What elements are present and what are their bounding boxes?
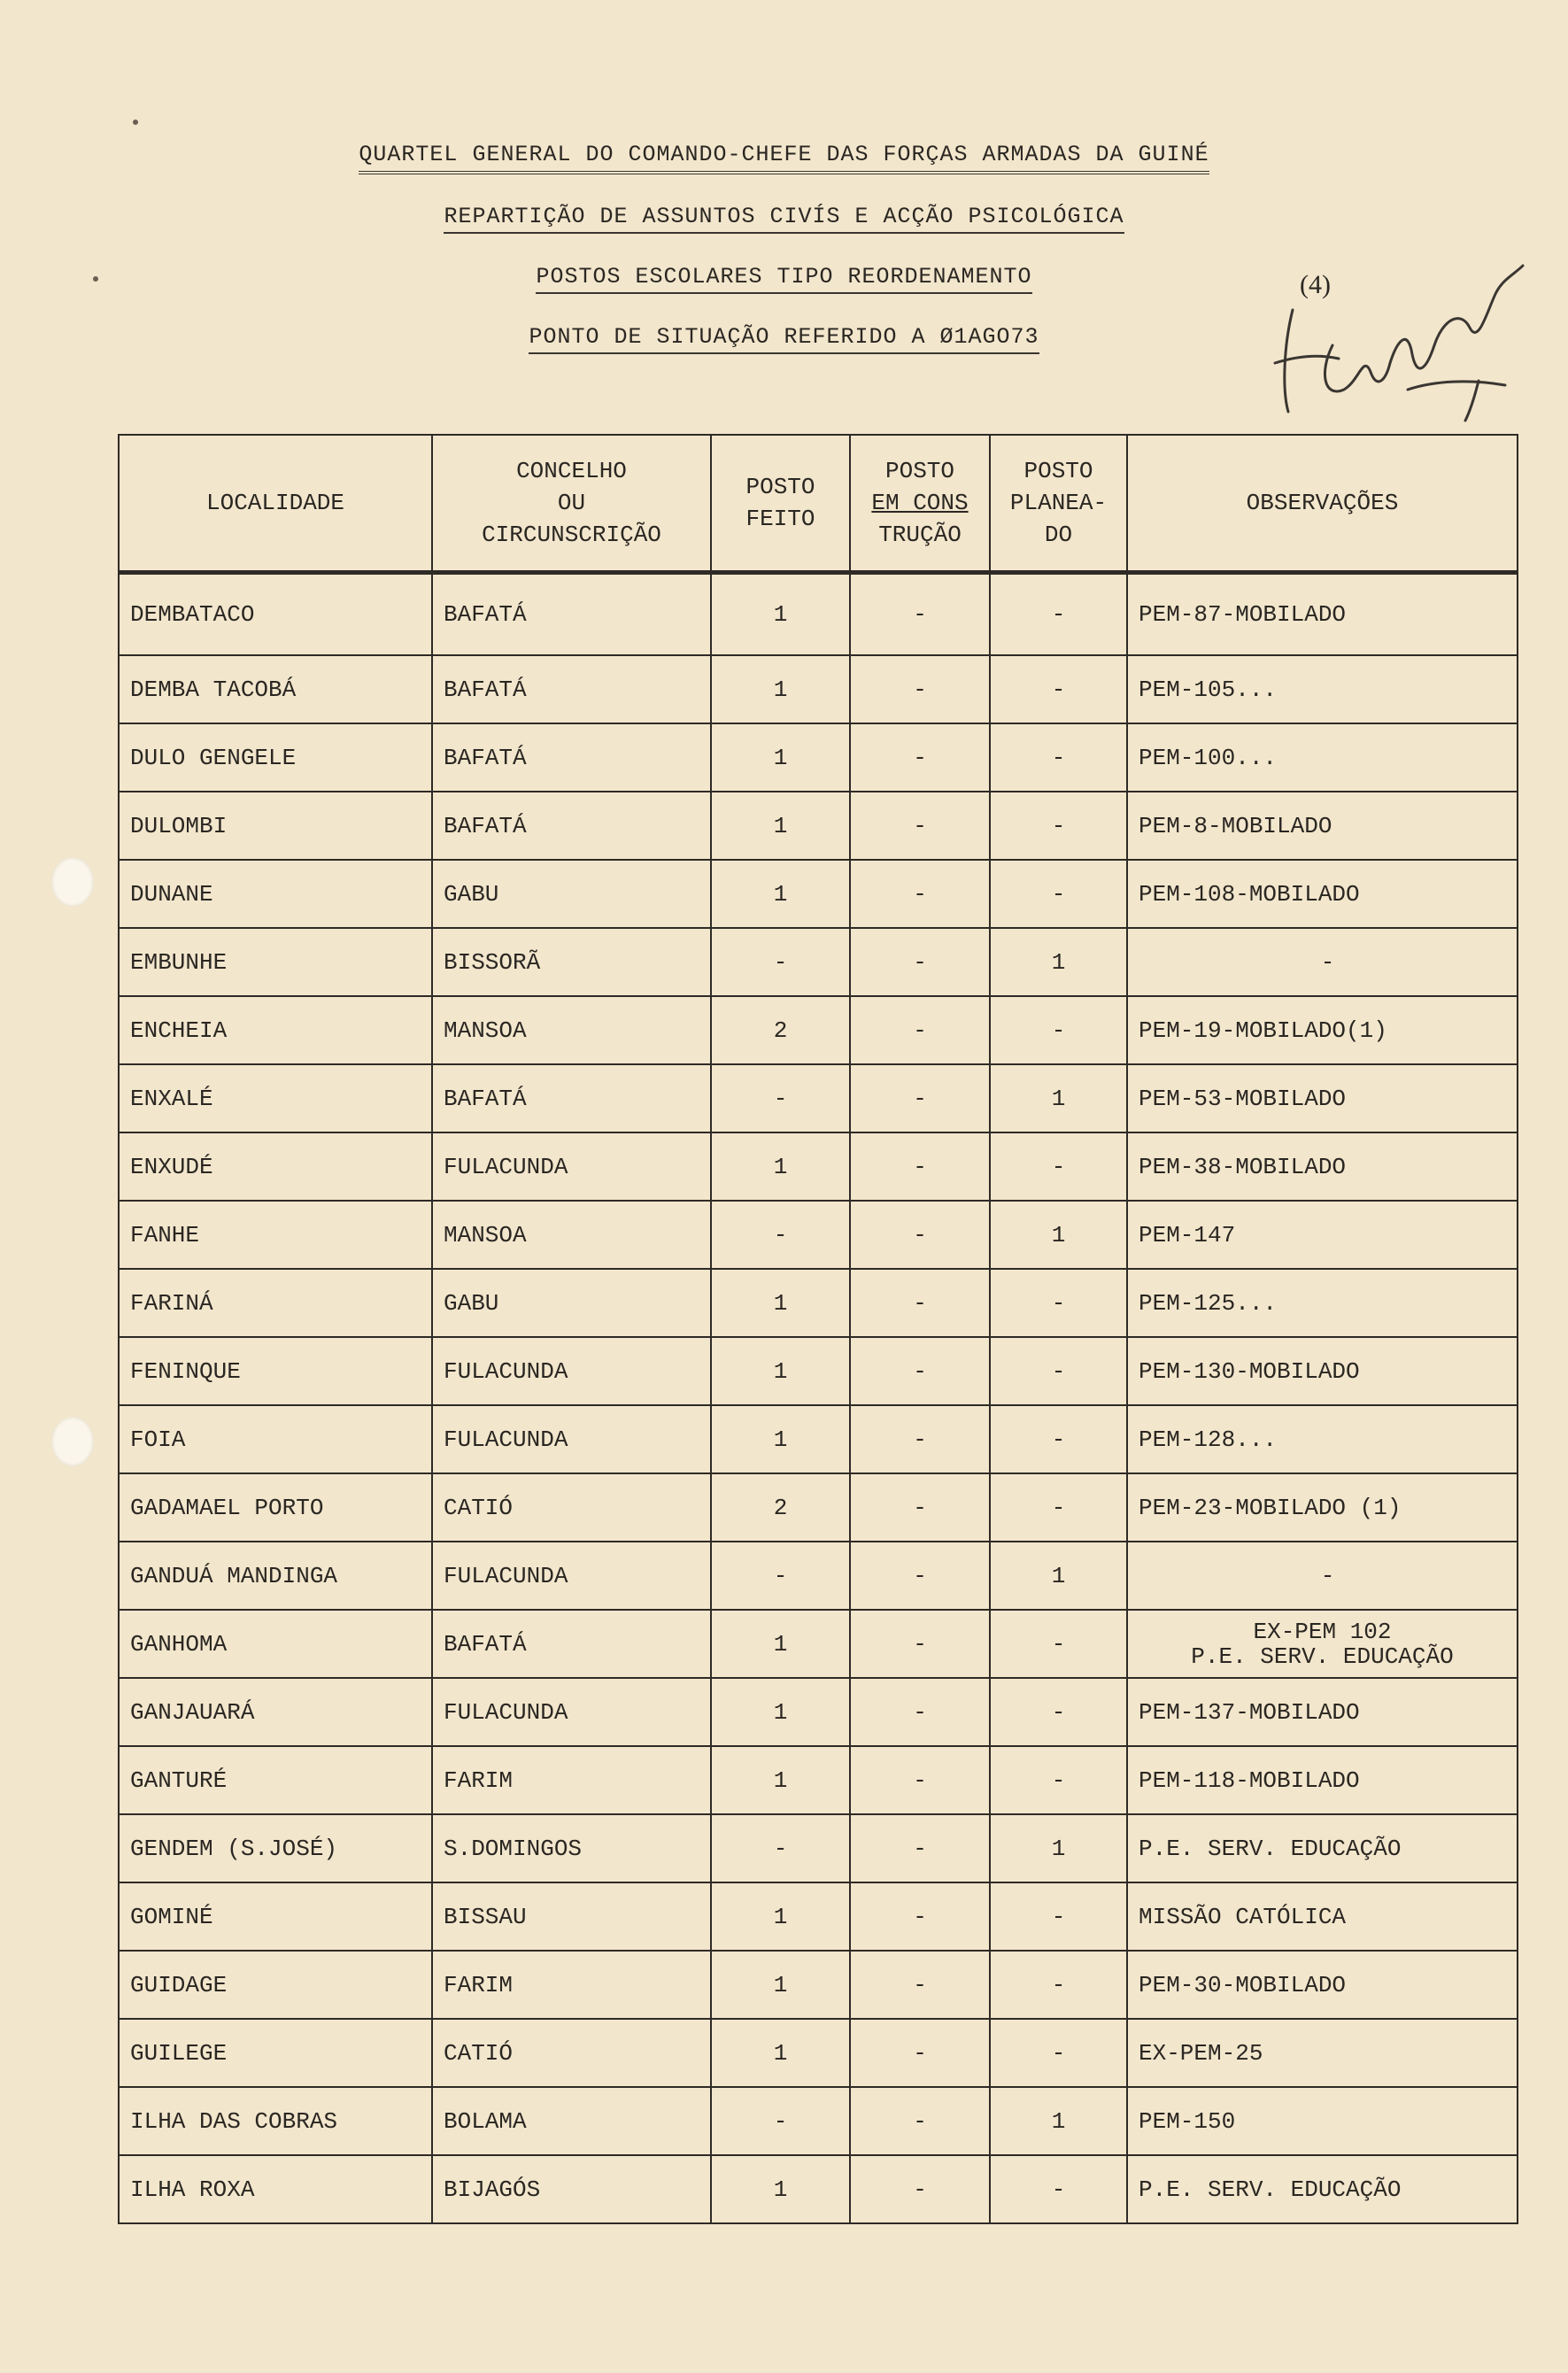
cell-posto-construcao: -: [850, 1064, 990, 1132]
cell-concelho: BISSORÃ: [432, 928, 711, 996]
cell-localidade: GANJAUARÁ: [119, 1678, 432, 1746]
cell-posto-planeado: -: [990, 1405, 1127, 1473]
cell-posto-planeado: -: [990, 1473, 1127, 1542]
cell-concelho: BOLAMA: [432, 2087, 711, 2155]
cell-posto-construcao: -: [850, 1610, 990, 1678]
cell-posto-planeado: -: [990, 996, 1127, 1064]
cell-observacoes: -: [1127, 928, 1518, 996]
cell-concelho: FULACUNDA: [432, 1542, 711, 1610]
cell-concelho: BAFATÁ: [432, 723, 711, 792]
cell-posto-feito: -: [711, 928, 850, 996]
header-department: REPARTIÇÃO DE ASSUNTOS CIVÍS E ACÇÃO PSICOLÓGICA: [0, 204, 1568, 234]
cell-observacoes: -: [1127, 1542, 1518, 1610]
table-row: [119, 1678, 1518, 1746]
table-row: [119, 1746, 1518, 1814]
cell-concelho: MANSOA: [432, 1201, 711, 1269]
cell-posto-construcao: -: [850, 996, 990, 1064]
punch-hole: [51, 857, 94, 907]
cell-posto-feito: -: [711, 1814, 850, 1882]
col-posto-construcao: POSTO EM CONS TRUÇÃO: [850, 435, 990, 573]
cell-observacoes: PEM-150: [1127, 2087, 1518, 2155]
cell-posto-construcao: -: [850, 860, 990, 928]
table-row: [119, 1269, 1518, 1337]
cell-posto-planeado: 1: [990, 1814, 1127, 1882]
cell-posto-feito: 1: [711, 1610, 850, 1678]
cell-observacoes: PEM-30-MOBILADO: [1127, 1951, 1518, 2019]
cell-posto-construcao: -: [850, 573, 990, 656]
cell-posto-construcao: -: [850, 2155, 990, 2223]
cell-posto-planeado: -: [990, 1337, 1127, 1405]
cell-localidade: GANHOMA: [119, 1610, 432, 1678]
cell-observacoes: PEM-8-MOBILADO: [1127, 792, 1518, 860]
cell-posto-feito: 2: [711, 1473, 850, 1542]
cell-posto-construcao: -: [850, 1951, 990, 2019]
cell-posto-planeado: 1: [990, 1201, 1127, 1269]
table-row: [119, 723, 1518, 792]
cell-localidade: DEMBA TACOBÁ: [119, 655, 432, 723]
cell-observacoes: PEM-147: [1127, 1201, 1518, 1269]
table-row: [119, 1542, 1518, 1610]
cell-observacoes: PEM-38-MOBILADO: [1127, 1132, 1518, 1201]
header-title: QUARTEL GENERAL DO COMANDO-CHEFE DAS FORÇAS ARMADAS DA GUINÉ: [0, 142, 1568, 174]
ink-speck: [133, 120, 138, 125]
cell-posto-construcao: -: [850, 1201, 990, 1269]
cell-posto-planeado: -: [990, 2019, 1127, 2087]
table-row: [119, 1132, 1518, 1201]
cell-observacoes: PEM-87-MOBILADO: [1127, 573, 1518, 656]
table-row: [119, 1882, 1518, 1951]
cell-posto-planeado: 1: [990, 2087, 1127, 2155]
cell-localidade: GOMINÉ: [119, 1882, 432, 1951]
table-row: [119, 1814, 1518, 1882]
cell-posto-planeado: -: [990, 1269, 1127, 1337]
table-row: [119, 1337, 1518, 1405]
cell-posto-construcao: -: [850, 1269, 990, 1337]
table-row: [119, 1951, 1518, 2019]
cell-posto-feito: -: [711, 2087, 850, 2155]
cell-concelho: FULACUNDA: [432, 1405, 711, 1473]
cell-posto-construcao: -: [850, 1882, 990, 1951]
cell-posto-construcao: -: [850, 792, 990, 860]
cell-posto-construcao: -: [850, 1132, 990, 1201]
table-row: [119, 996, 1518, 1064]
cell-concelho: CATIÓ: [432, 2019, 711, 2087]
cell-localidade: GUIDAGE: [119, 1951, 432, 2019]
cell-concelho: BAFATÁ: [432, 1610, 711, 1678]
cell-observacoes: MISSÃO CATÓLICA: [1127, 1882, 1518, 1951]
col-observacoes: OBSERVAÇÕES: [1127, 435, 1518, 573]
cell-observacoes: EX-PEM 102 P.E. SERV. EDUCAÇÃO: [1127, 1610, 1518, 1678]
cell-observacoes: P.E. SERV. EDUCAÇÃO: [1127, 1814, 1518, 1882]
cell-localidade: GADAMAEL PORTO: [119, 1473, 432, 1542]
cell-posto-planeado: -: [990, 2155, 1127, 2223]
punch-hole: [51, 1417, 94, 1466]
cell-observacoes: PEM-125...: [1127, 1269, 1518, 1337]
cell-posto-planeado: 1: [990, 1064, 1127, 1132]
header-date: PONTO DE SITUAÇÃO REFERIDO A Ø1AGO73: [0, 324, 1568, 354]
cell-posto-feito: 1: [711, 1405, 850, 1473]
cell-posto-construcao: -: [850, 928, 990, 996]
cell-concelho: BISSAU: [432, 1882, 711, 1951]
cell-posto-planeado: -: [990, 1610, 1127, 1678]
cell-localidade: FANHE: [119, 1201, 432, 1269]
cell-localidade: ENXUDÉ: [119, 1132, 432, 1201]
cell-posto-construcao: -: [850, 1814, 990, 1882]
cell-localidade: ILHA ROXA: [119, 2155, 432, 2223]
cell-posto-construcao: -: [850, 1473, 990, 1542]
table-row: [119, 573, 1518, 656]
table-header-row: [119, 435, 1518, 573]
cell-posto-planeado: -: [990, 655, 1127, 723]
cell-localidade: FENINQUE: [119, 1337, 432, 1405]
cell-posto-feito: 1: [711, 573, 850, 656]
page-number: (4): [1300, 270, 1331, 299]
cell-concelho: S.DOMINGOS: [432, 1814, 711, 1882]
table-row: [119, 2087, 1518, 2155]
table-row: [119, 1610, 1518, 1678]
cell-localidade: GANTURÉ: [119, 1746, 432, 1814]
table-row: [119, 1405, 1518, 1473]
cell-posto-planeado: 1: [990, 1542, 1127, 1610]
col-localidade: LOCALIDADE: [119, 435, 432, 573]
cell-observacoes: PEM-105...: [1127, 655, 1518, 723]
cell-posto-planeado: -: [990, 1746, 1127, 1814]
cell-posto-planeado: -: [990, 573, 1127, 656]
cell-concelho: BAFATÁ: [432, 573, 711, 656]
cell-posto-planeado: -: [990, 1132, 1127, 1201]
table-row: [119, 655, 1518, 723]
cell-concelho: BAFATÁ: [432, 1064, 711, 1132]
cell-posto-planeado: -: [990, 860, 1127, 928]
cell-posto-feito: 1: [711, 792, 850, 860]
schools-table: [118, 434, 1518, 2224]
col-posto-planeado: POSTO PLANEA- DO: [990, 435, 1127, 573]
cell-concelho: MANSOA: [432, 996, 711, 1064]
table-row: [119, 860, 1518, 928]
cell-localidade: DULO GENGELE: [119, 723, 432, 792]
col-posto-feito: POSTO FEITO: [711, 435, 850, 573]
header-subject: POSTOS ESCOLARES TIPO REORDENAMENTO: [0, 264, 1568, 294]
cell-observacoes: PEM-19-MOBILADO(1): [1127, 996, 1518, 1064]
cell-localidade: ENXALÉ: [119, 1064, 432, 1132]
cell-posto-feito: -: [711, 1201, 850, 1269]
cell-concelho: GABU: [432, 860, 711, 928]
cell-observacoes: P.E. SERV. EDUCAÇÃO: [1127, 2155, 1518, 2223]
cell-concelho: FULACUNDA: [432, 1678, 711, 1746]
cell-localidade: ENCHEIA: [119, 996, 432, 1064]
cell-posto-feito: 1: [711, 1951, 850, 2019]
cell-observacoes: PEM-100...: [1127, 723, 1518, 792]
cell-concelho: CATIÓ: [432, 1473, 711, 1542]
cell-localidade: GUILEGE: [119, 2019, 432, 2087]
cell-posto-feito: 1: [711, 2019, 850, 2087]
cell-posto-construcao: -: [850, 2087, 990, 2155]
cell-posto-construcao: -: [850, 1678, 990, 1746]
table-row: [119, 792, 1518, 860]
table-row: [119, 1201, 1518, 1269]
cell-observacoes: PEM-130-MOBILADO: [1127, 1337, 1518, 1405]
cell-posto-construcao: -: [850, 2019, 990, 2087]
cell-posto-feito: 1: [711, 723, 850, 792]
cell-posto-feito: -: [711, 1064, 850, 1132]
col-concelho: CONCELHO OU CIRCUNSCRIÇÃO: [432, 435, 711, 573]
cell-posto-feito: 1: [711, 655, 850, 723]
cell-posto-planeado: -: [990, 1678, 1127, 1746]
cell-concelho: BIJAGÓS: [432, 2155, 711, 2223]
cell-posto-feito: 1: [711, 2155, 850, 2223]
cell-localidade: DULOMBI: [119, 792, 432, 860]
cell-posto-feito: 1: [711, 860, 850, 928]
cell-localidade: DEMBATACO: [119, 573, 432, 656]
cell-concelho: FULACUNDA: [432, 1337, 711, 1405]
cell-concelho: FARIM: [432, 1951, 711, 2019]
cell-localidade: FARINÁ: [119, 1269, 432, 1337]
cell-posto-feito: 1: [711, 1678, 850, 1746]
cell-posto-feito: 1: [711, 1132, 850, 1201]
cell-observacoes: PEM-23-MOBILADO (1): [1127, 1473, 1518, 1542]
cell-observacoes: EX-PEM-25: [1127, 2019, 1518, 2087]
cell-localidade: FOIA: [119, 1405, 432, 1473]
cell-posto-feito: 1: [711, 1746, 850, 1814]
cell-concelho: BAFATÁ: [432, 792, 711, 860]
cell-concelho: GABU: [432, 1269, 711, 1337]
table-row: [119, 2155, 1518, 2223]
cell-localidade: EMBUNHE: [119, 928, 432, 996]
cell-posto-feito: 1: [711, 1269, 850, 1337]
cell-posto-planeado: -: [990, 723, 1127, 792]
table-row: [119, 1064, 1518, 1132]
cell-posto-planeado: 1: [990, 928, 1127, 996]
cell-posto-construcao: -: [850, 1337, 990, 1405]
cell-observacoes: PEM-108-MOBILADO: [1127, 860, 1518, 928]
cell-localidade: ILHA DAS COBRAS: [119, 2087, 432, 2155]
table-row: [119, 928, 1518, 996]
cell-posto-feito: 1: [711, 1337, 850, 1405]
cell-concelho: BAFATÁ: [432, 655, 711, 723]
cell-posto-planeado: -: [990, 1951, 1127, 2019]
cell-concelho: FULACUNDA: [432, 1132, 711, 1201]
table-row: [119, 2019, 1518, 2087]
cell-observacoes: PEM-137-MOBILADO: [1127, 1678, 1518, 1746]
cell-posto-planeado: -: [990, 1882, 1127, 1951]
cell-localidade: GANDUÁ MANDINGA: [119, 1542, 432, 1610]
cell-posto-construcao: -: [850, 1746, 990, 1814]
cell-localidade: GENDEM (S.JOSÉ): [119, 1814, 432, 1882]
cell-observacoes: PEM-53-MOBILADO: [1127, 1064, 1518, 1132]
cell-observacoes: PEM-118-MOBILADO: [1127, 1746, 1518, 1814]
cell-posto-construcao: -: [850, 655, 990, 723]
cell-observacoes: PEM-128...: [1127, 1405, 1518, 1473]
cell-posto-construcao: -: [850, 1542, 990, 1610]
cell-posto-feito: 2: [711, 996, 850, 1064]
cell-localidade: DUNANE: [119, 860, 432, 928]
handwritten-signature: [1257, 257, 1532, 425]
cell-posto-feito: 1: [711, 1882, 850, 1951]
cell-posto-feito: -: [711, 1542, 850, 1610]
cell-posto-construcao: -: [850, 723, 990, 792]
cell-concelho: FARIM: [432, 1746, 711, 1814]
cell-posto-planeado: -: [990, 792, 1127, 860]
table-row: [119, 1473, 1518, 1542]
cell-posto-construcao: -: [850, 1405, 990, 1473]
